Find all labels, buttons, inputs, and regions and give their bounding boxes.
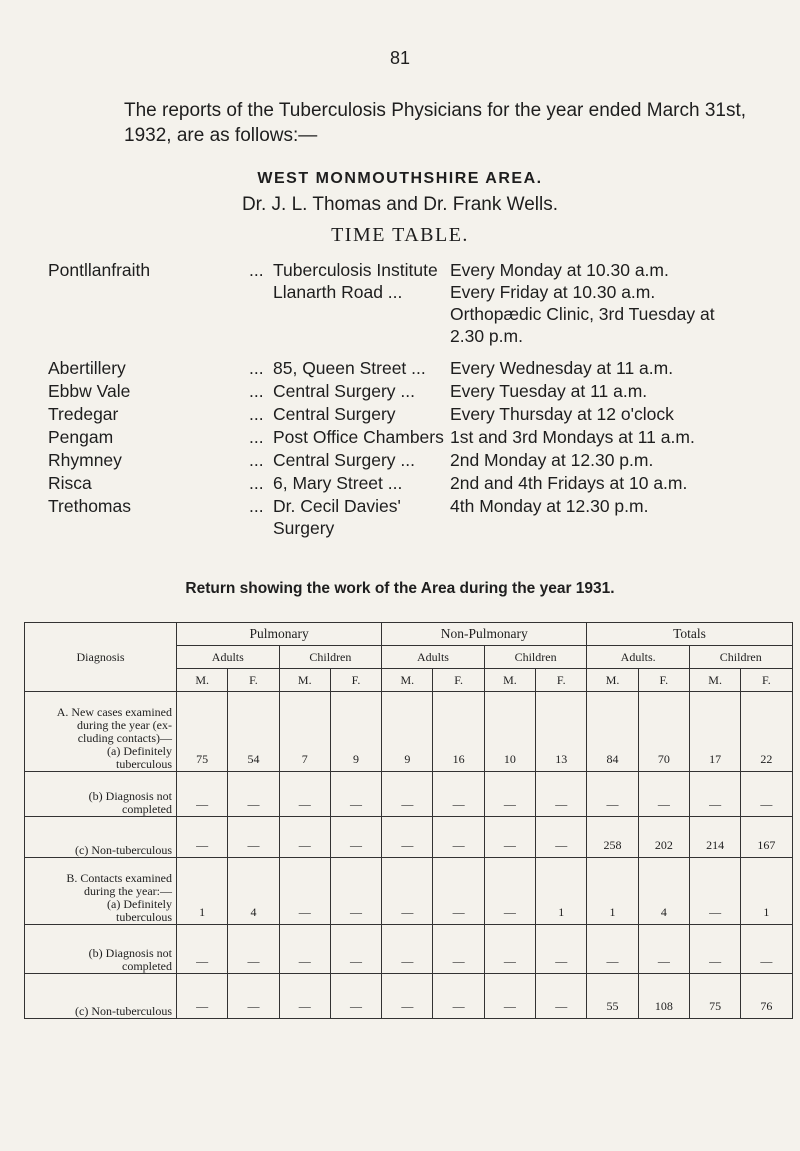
timetable-time: 2nd Monday at 12.30 p.m. (450, 450, 654, 470)
physicians-line: Dr. J. L. Thomas and Dr. Frank Wells. (241, 194, 559, 215)
diagnosis-header: Diagnosis (25, 623, 177, 692)
table-cell: — (536, 974, 587, 1019)
sex-header: M. (484, 669, 535, 692)
sex-header: F. (433, 669, 484, 692)
table-cell: 1 (177, 858, 228, 925)
table-cell: — (330, 858, 381, 925)
dot-leader: ... (249, 260, 264, 280)
sex-header: F. (228, 669, 279, 692)
table-cell: 75 (689, 974, 740, 1019)
table-row (25, 692, 793, 772)
dot-leader: ... (249, 496, 264, 516)
table-cell: — (689, 772, 740, 817)
dot-leader: ... (249, 450, 264, 470)
table-cell: — (330, 772, 381, 817)
area-title: WEST MONMOUTHSHIRE AREA. (257, 170, 543, 187)
table-cell: — (484, 817, 535, 858)
sex-header: M. (177, 669, 228, 692)
subgroup-header: Adults (382, 646, 485, 669)
timetable-venue: 6, Mary Street ... (273, 473, 403, 493)
timetable-place: Abertillery (48, 358, 126, 378)
sex-header: M. (587, 669, 638, 692)
subgroup-header: Children (689, 646, 792, 669)
table-cell: 84 (587, 692, 638, 772)
table-row (25, 974, 793, 1019)
table-cell: 22 (741, 692, 792, 772)
timetable-time: Every Friday at 10.30 a.m. (450, 282, 656, 302)
table-cell: 7 (279, 692, 330, 772)
table-cell: 258 (587, 817, 638, 858)
table-cell: — (177, 817, 228, 858)
table-cell: — (484, 925, 535, 974)
table-cell: 76 (741, 974, 792, 1019)
timetable-title: TIME TABLE. (331, 224, 469, 246)
timetable-venue: 85, Queen Street ... (273, 358, 426, 378)
table-cell: 108 (638, 974, 689, 1019)
table-cell: 167 (741, 817, 792, 858)
table-row (25, 858, 793, 925)
timetable-venue: Post Office Chambers (273, 427, 444, 447)
timetable-place: Pontllanfraith (48, 260, 151, 280)
table-cell: 70 (638, 692, 689, 772)
table-cell: — (638, 772, 689, 817)
group-header: Non-Pulmonary (382, 623, 587, 646)
table-row (25, 817, 793, 858)
subgroup-header: Adults. (587, 646, 690, 669)
timetable-place: Tredegar (48, 404, 119, 424)
table-cell: — (689, 858, 740, 925)
dot-leader: ... (249, 404, 264, 424)
table-cell: — (382, 772, 433, 817)
table-cell: — (741, 925, 792, 974)
timetable-time: 2nd and 4th Fridays at 10 a.m. (450, 473, 688, 493)
table-cell: — (330, 817, 381, 858)
table-cell: — (382, 925, 433, 974)
table-cell: — (587, 925, 638, 974)
timetable-venue: Central Surgery ... (273, 450, 415, 470)
table-row (25, 925, 793, 974)
table-cell: 4 (638, 858, 689, 925)
sex-header: F. (638, 669, 689, 692)
table-cell: — (536, 817, 587, 858)
table-cell: — (279, 974, 330, 1019)
table-cell: — (279, 817, 330, 858)
table-cell: 4 (228, 858, 279, 925)
table-cell: — (536, 772, 587, 817)
table-cell: 1 (741, 858, 792, 925)
table-cell: 214 (689, 817, 740, 858)
table-cell: — (433, 772, 484, 817)
table-cell: — (330, 974, 381, 1019)
timetable-venue: Central Surgery ... (273, 381, 415, 401)
table-cell: — (536, 925, 587, 974)
timetable-venue: Dr. Cecil Davies' Surgery (273, 496, 401, 538)
table-cell: — (228, 925, 279, 974)
table-cell: — (433, 925, 484, 974)
table-cell: — (228, 974, 279, 1019)
table-cell: — (228, 817, 279, 858)
table-cell: 9 (330, 692, 381, 772)
timetable-place: Risca (48, 473, 92, 493)
diagnosis-label: A. New cases examined during the year (ex- cluding contacts)— (a) Definitely tuberculous (25, 692, 177, 772)
timetable-place: Trethomas (48, 496, 131, 516)
subgroup-header: Children (484, 646, 587, 669)
diagnosis-label: (b) Diagnosis not completed (25, 772, 177, 817)
sex-header: F. (330, 669, 381, 692)
table-cell: — (279, 925, 330, 974)
timetable-place: Ebbw Vale (48, 381, 131, 401)
sex-header: F. (741, 669, 792, 692)
timetable-time: 4th Monday at 12.30 p.m. (450, 496, 649, 516)
table-cell: 10 (484, 692, 535, 772)
table-cell: — (484, 858, 535, 925)
table-cell: — (638, 925, 689, 974)
sex-header: M. (689, 669, 740, 692)
timetable-time: Every Monday at 10.30 a.m. (450, 260, 669, 280)
dot-leader: ... (249, 381, 264, 401)
group-header: Pulmonary (177, 623, 382, 646)
table-cell: — (228, 772, 279, 817)
timetable-time: Orthopædic Clinic, 3rd Tuesday at 2.30 p.m. (450, 304, 715, 346)
subgroup-header: Children (279, 646, 382, 669)
table-cell: 1 (587, 858, 638, 925)
group-header: Totals (587, 623, 792, 646)
timetable-time: Every Thursday at 12 o'clock (450, 404, 674, 424)
timetable-time: Every Tuesday at 11 a.m. (450, 381, 648, 401)
diagnosis-label: (c) Non-tuberculous (25, 974, 177, 1019)
table-cell: — (433, 817, 484, 858)
timetable-times (450, 259, 770, 347)
table-cell: — (177, 974, 228, 1019)
dot-leader: ... (249, 473, 264, 493)
timetable-venue: Central Surgery (273, 404, 396, 424)
table-cell: — (741, 772, 792, 817)
dot-leader: ... (249, 427, 264, 447)
page-number: 81 (389, 48, 411, 68)
timetable-venue: Tuberculosis Institute Llanarth Road ... (273, 260, 438, 302)
return-table (24, 622, 793, 1019)
sex-header: M. (382, 669, 433, 692)
timetable-place: Pengam (48, 427, 114, 447)
table-cell: — (484, 974, 535, 1019)
table-row (25, 772, 793, 817)
table-cell: 16 (433, 692, 484, 772)
table-cell: 54 (228, 692, 279, 772)
timetable-time: Every Wednesday at 11 a.m. (450, 358, 674, 378)
sex-header: F. (536, 669, 587, 692)
diagnosis-label: B. Contacts examined during the year:— (a) Definitely tuberculous (25, 858, 177, 925)
timetable-time: 1st and 3rd Mondays at 11 a.m. (450, 427, 695, 447)
table-cell: 55 (587, 974, 638, 1019)
table-cell: 9 (382, 692, 433, 772)
diagnosis-label: (b) Diagnosis not completed (25, 925, 177, 974)
return-title: Return showing the work of the Area during the year 1931. (185, 580, 615, 597)
table-cell: — (279, 858, 330, 925)
table-cell: — (177, 772, 228, 817)
table-cell: — (279, 772, 330, 817)
table-cell: — (433, 858, 484, 925)
timetable-place: Rhymney (48, 450, 122, 470)
table-cell: — (587, 772, 638, 817)
table-cell: 13 (536, 692, 587, 772)
table-cell: 1 (536, 858, 587, 925)
subgroup-header: Adults (177, 646, 280, 669)
diagnosis-label: (c) Non-tuberculous (25, 817, 177, 858)
table-cell: 75 (177, 692, 228, 772)
table-cell: — (484, 772, 535, 817)
table-cell: 202 (638, 817, 689, 858)
dot-leader: ... (249, 358, 264, 378)
table-cell: — (382, 974, 433, 1019)
intro-paragraph: The reports of the Tuberculosis Physicians for the year ended March 31st, 1932, are as follows:— (124, 100, 747, 146)
table-cell: — (382, 858, 433, 925)
table-cell: — (177, 925, 228, 974)
table-cell: — (330, 925, 381, 974)
table-cell: — (689, 925, 740, 974)
table-cell: 17 (689, 692, 740, 772)
sex-header: M. (279, 669, 330, 692)
table-cell: — (382, 817, 433, 858)
table-cell: — (433, 974, 484, 1019)
